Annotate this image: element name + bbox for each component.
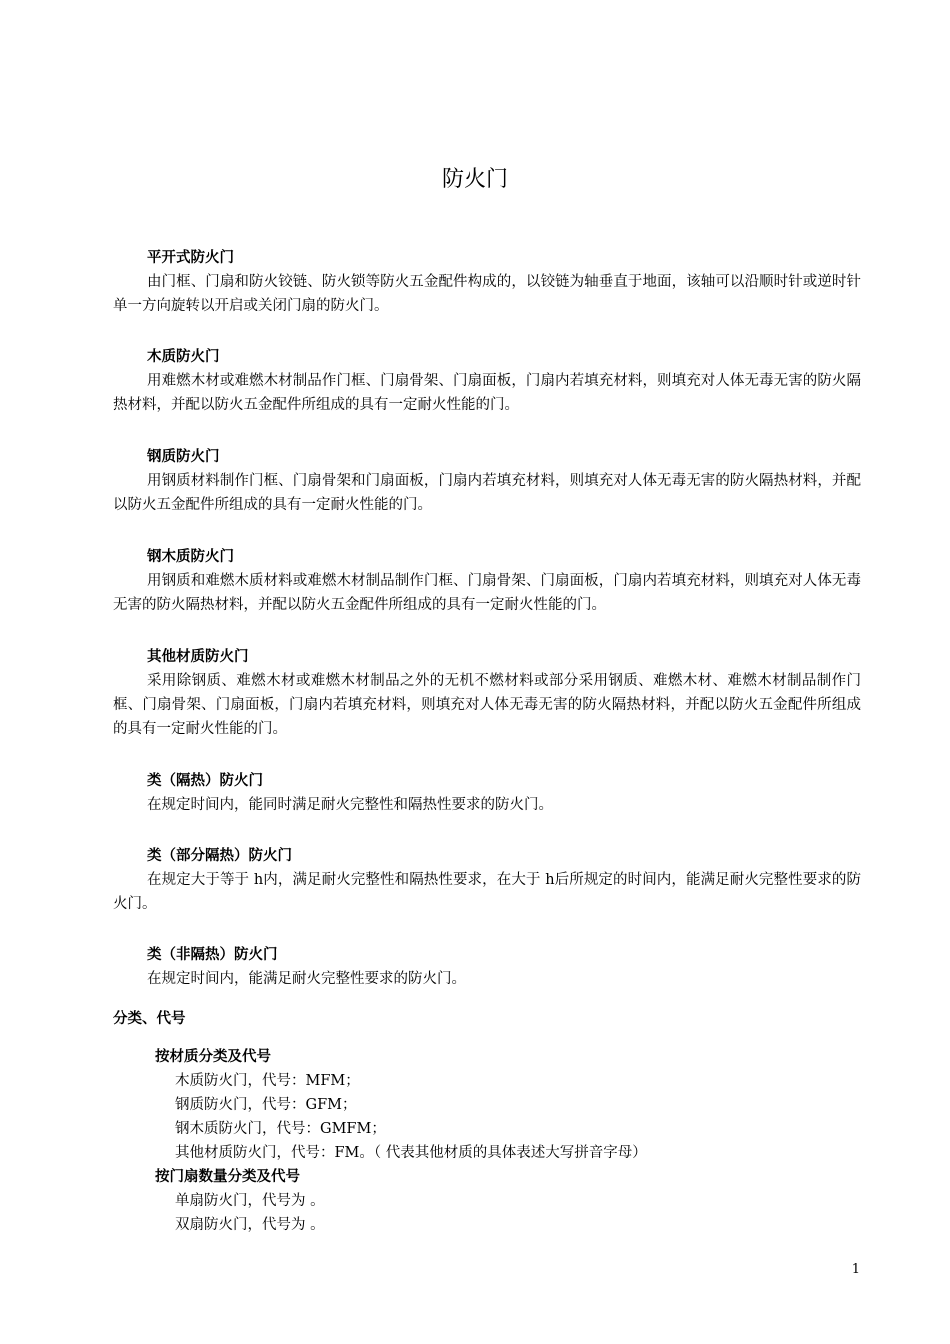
term-heading: 平开式防火门 <box>147 250 234 266</box>
section-heading-block <box>113 1007 861 1031</box>
definition-block <box>113 545 861 617</box>
list-item: 钢质防火门，代号：GFM； <box>175 1097 357 1113</box>
term-heading: 钢质防火门 <box>147 449 220 465</box>
term-heading: 类（隔热）防火门 <box>147 773 263 789</box>
definition-block <box>113 769 861 817</box>
term-heading: 木质防火门 <box>147 349 220 365</box>
list-item: 单扇防火门，代号为 。 <box>175 1193 325 1209</box>
definition-block <box>113 943 861 991</box>
definition-text: 由门框、门扇和防火铰链、防火锁等防火五金配件构成的，以铰链为轴垂直于地面，该轴可以沿顺时针或逆时针单一方向旋转以开启或关闭门扇的防火门。 <box>113 274 861 314</box>
page-number: 1 <box>851 1262 860 1277</box>
list-item: 钢木质防火门，代号：GMFM； <box>175 1121 386 1137</box>
subsection-heading: 按门扇数量分类及代号 <box>155 1169 300 1185</box>
list-item: 双扇防火门，代号为 。 <box>175 1217 325 1233</box>
list-item: 其他材质防火门，代号：FM。（ 代表其他材质的具体表述大写拼音字母） <box>175 1145 647 1161</box>
term-heading: 钢木质防火门 <box>147 549 234 565</box>
term-heading: 类（部分隔热）防火门 <box>147 848 292 864</box>
definition-text: 采用除钢质、难燃木材或难燃木材制品之外的无机不燃材料或部分采用钢质、难燃木材、难燃木材制品制作门框、门扇骨架、门扇面板，门扇内若填充材料，则填充对人体无毒无害的防火隔热材料，并配以防火五金配件所组成的具有一定耐火性能的门。 <box>113 673 861 737</box>
definition-text: 用钢质材料制作门框、门扇骨架和门扇面板，门扇内若填充材料，则填充对人体无毒无害的防火隔热材料，并配以防火五金配件所组成的具有一定耐火性能的门。 <box>113 473 861 513</box>
list-item: 木质防火门，代号：MFM； <box>175 1073 360 1089</box>
classification-list <box>113 1045 861 1237</box>
definition-text: 用钢质和难燃木质材料或难燃木材制品制作门框、门扇骨架、门扇面板，门扇内若填充材料，则填充对人体无毒无害的防火隔热材料，并配以防火五金配件所组成的具有一定耐火性能的门。 <box>113 573 861 613</box>
page-title: 防火门 <box>441 167 508 192</box>
definition-block <box>113 844 861 916</box>
subsection-heading: 按材质分类及代号 <box>155 1049 271 1065</box>
definition-text: 在规定大于等于 h内，满足耐火完整性和隔热性要求，在大于 h后所规定的时间内，能满足耐火完整性要求的防火门。 <box>113 872 861 912</box>
section-heading: 分类、代号 <box>113 1011 186 1027</box>
definition-block <box>113 445 861 517</box>
definition-block <box>113 345 861 417</box>
definition-block <box>113 246 861 318</box>
term-heading: 类（非隔热）防火门 <box>147 947 278 963</box>
definition-text: 用难燃木材或难燃木材制品作门框、门扇骨架、门扇面板，门扇内若填充材料，则填充对人体无毒无害的防火隔热材料，并配以防火五金配件所组成的具有一定耐火性能的门。 <box>113 373 861 413</box>
definition-text: 在规定时间内，能同时满足耐火完整性和隔热性要求的防火门。 <box>147 797 553 813</box>
term-heading: 其他材质防火门 <box>147 649 249 665</box>
definition-block <box>113 645 861 741</box>
definition-text: 在规定时间内，能满足耐火完整性要求的防火门。 <box>147 971 466 987</box>
